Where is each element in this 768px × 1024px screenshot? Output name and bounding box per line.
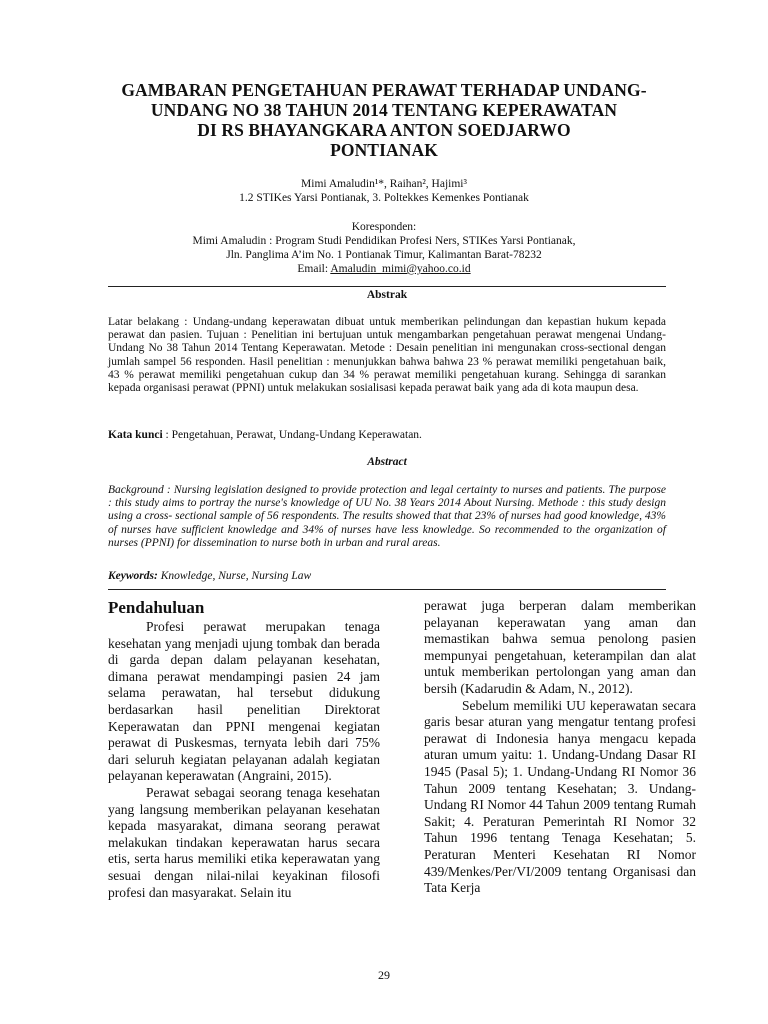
title-line: PONTIANAK (330, 140, 438, 160)
abstract-heading: Abstract (367, 456, 407, 468)
top-divider (108, 286, 666, 287)
correspondence-address: Jln. Panglima A’im No. 1 Pontianak Timur, Kalimantan Barat-78232 (226, 249, 542, 261)
body-paragraph: perawat juga berperan dalam memberikan pelayanan keperawatan yang aman dan memastikan bahwa semua penolong pasien mempunyai pengetahuan, keterampilan dan alat untuk memberikan pertolongan yang aman dan bersih (Kadarudin & Adam, N., 2012). (424, 598, 696, 696)
title-line: GAMBARAN PENGETAHUAN PERAWAT TERHADAP UNDANG- (121, 80, 647, 100)
abstract-text: Background : Nursing legislation designed to provide protection and legal certainty to nurses and patients. The purpose : this study aims to portray the nurse's knowledge of UU No. 38 Years 2014 About Nursing. Methode : this study design using a cross- sectional sample of 56 respondents. The results showed that that 23% of nurses had good knowledge, 43% of nurses have sufficient knowledge and 34% of nurses have less knowledge. So recommended to the organization of nurses (PPNI) for dissemination to nurse both in urban and rural areas. (108, 484, 666, 549)
kata-kunci-label: Kata kunci (108, 429, 163, 441)
body-paragraph: Perawat sebagai seorang tenaga kesehatan yang langsung memberikan pelayanan kesehatan kepada masyarakat, dimana seorang perawat melakukan tindakan keperawatan harus secara etis, serta harus memiliki etika keperawatan yang sesuai dengan nilai-nilai keyakinan filosofi profesi dan masyarakat. Selain itu (108, 784, 380, 900)
email-link[interactable]: Amaludin_mimi@yahoo.co.id (330, 263, 471, 275)
title-line: UNDANG NO 38 TAHUN 2014 TENTANG KEPERAWATAN (150, 100, 618, 120)
section-heading: Pendahuluan (108, 598, 205, 617)
body-paragraph: Profesi perawat merupakan tenaga kesehatan yang menjadi ujung tombak dan berada di garda depan dalam pelayanan kesehatan, dimana perawat mendampingi pasien 24 jam selama perawatan, hal tersebut didukung berdasarkan hasil penelitian Direktorat Keperawatan dan PPNI mengenai kegiatan perawat di Puskesmas, ternyata lebih dari 75% dari seluruh kegiatan pelayanan adalah kegiatan pelayanan keperawatan (Angraini, 2015). (108, 619, 380, 784)
abstrak-text: Latar belakang : Undang-undang keperawatan dibuat untuk memberikan pelindungan dan kepastian hukum kepada perawat dan pasien. Tujuan : Penelitian ini bertujuan untuk mengambarkan pengetahuan perawat mengenai Undang-Undang No 38 Tahun 2014 Tentang Keperawatan. Metode : Desain penelitian ini mengunakan cross-sectional dengan jumlah sampel 56 responden. Hasil penelitian : menunjukkan bahwa bahwa 23 % perawat memiliki pengetahuan baik, 43 % perawat memiliki pengetahuan cukup dan 34 % perawat memiliki pengetahuan kurang. Sehingga di sarankan kepada organisasi perawat (PPNI) untuk melakukan sosialisasi kepada perawat baik yang ada di kota maupun desa. (108, 316, 666, 395)
body-column-right (424, 598, 696, 897)
paper-title (100, 80, 668, 160)
keywords-label: Keywords: (108, 570, 158, 582)
correspondence-email-row (100, 262, 668, 276)
correspondence-block (100, 220, 668, 276)
title-line: DI RS BHAYANGKARA ANTON SOEDJARWO (197, 120, 571, 140)
bottom-divider (108, 589, 666, 590)
body-column-left (108, 598, 380, 901)
kata-kunci (108, 429, 666, 442)
author-block (100, 177, 668, 205)
author-affiliations: 1.2 STIKes Yarsi Pontianak, 3. Poltekkes Kemenkes Pontianak (239, 192, 529, 204)
author-names: Mimi Amaludin¹*, Raihan², Hajimi³ (301, 178, 467, 190)
keywords-values: Knowledge, Nurse, Nursing Law (157, 570, 312, 582)
keywords (108, 570, 666, 583)
abstrak-heading: Abstrak (366, 289, 408, 301)
correspondence-line: Mimi Amaludin : Program Studi Pendidikan Profesi Ners, STIKes Yarsi Pontianak, (192, 235, 576, 247)
page-number: 29 (378, 968, 390, 982)
body-paragraph: Sebelum memiliki UU keperawatan secara garis besar aturan yang mengatur tentang profesi perawat di Indonesia hanya mengacu kepada aturan umum yaitu: 1. Undang-Undang Dasar RI 1945 (Pasal 5); 1. Undang-Undang RI Nomor 36 Tahun 2009 tentang Kesehatan; 3. Undang-Undang RI Nomor 44 Tahun 2009 tentang Rumah Sakit; 4. Peraturan Pemerintah RI Nomor 32 Tahun 1996 tentang Tenaga Kesehatan; 5. Peraturan Menteri Kesehatan RI Nomor 439/Menkes/Per/VI/2009 tentang Organisasi dan Tata Kerja (424, 697, 696, 896)
email-label: Email: (297, 263, 331, 275)
kata-kunci-values: : Pengetahuan, Perawat, Undang-Undang Keperawatan. (162, 429, 422, 441)
correspondence-label: Koresponden: (351, 221, 417, 233)
